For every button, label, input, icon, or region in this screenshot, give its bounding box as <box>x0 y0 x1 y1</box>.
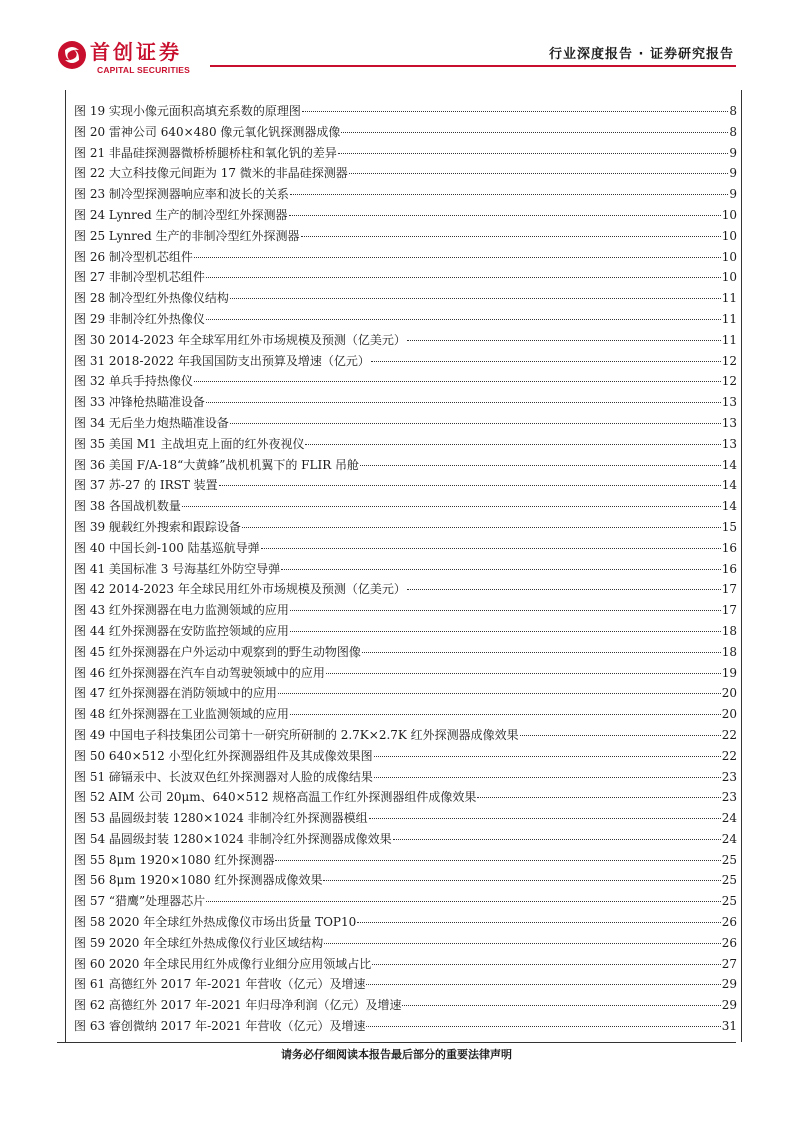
toc-dot-leader <box>360 465 721 466</box>
toc-entry-page: 11 <box>721 291 737 306</box>
toc-entry[interactable] <box>74 371 737 392</box>
toc-entry[interactable] <box>74 808 737 829</box>
toc-entry-label: 图 51 碲镉汞中、长波双色红外探测器对人脸的成像结果 <box>74 769 373 784</box>
toc-entry[interactable] <box>74 621 737 642</box>
brand-name-en: CAPITAL SECURITIES <box>97 65 191 75</box>
toc-dot-leader <box>182 506 721 507</box>
toc-dot-leader <box>371 361 721 362</box>
toc-entry[interactable] <box>74 663 737 684</box>
toc-entry[interactable] <box>74 309 737 330</box>
toc-dot-leader <box>326 673 721 674</box>
toc-entry[interactable] <box>74 600 737 621</box>
toc-entry[interactable] <box>74 891 737 912</box>
toc-dot-leader <box>366 984 720 985</box>
toc-entry-label: 图 63 睿创微纳 2017 年-2021 年营收（亿元）及增速 <box>74 1019 366 1034</box>
toc-entry[interactable] <box>74 267 737 288</box>
toc-entry-label: 图 39 舰载红外搜索和跟踪设备 <box>74 519 241 534</box>
toc-entry-page: 24 <box>721 831 737 846</box>
report-type-title: 行业深度报告 · 证券研究报告 <box>549 47 734 62</box>
toc-dot-leader <box>206 901 721 902</box>
toc-entry-label: 图 54 晶圆级封装 1280×1024 非制冷红外探测器成像效果 <box>74 831 392 846</box>
toc-dot-leader <box>301 236 721 237</box>
legal-disclaimer: 请务必仔细阅读本报告最后部分的重要法律声明 <box>281 1048 512 1061</box>
toc-entry-label: 图 29 非制冷红外热像仪 <box>74 311 205 326</box>
toc-entry[interactable] <box>74 704 737 725</box>
toc-dot-leader <box>372 964 720 965</box>
toc-dot-leader <box>290 610 721 611</box>
toc-entry[interactable] <box>74 143 737 164</box>
toc-entry[interactable] <box>74 683 737 704</box>
toc-entry-label: 图 61 高德红外 2017 年-2021 年营收（亿元）及增速 <box>74 977 366 992</box>
toc-dot-leader <box>206 277 721 278</box>
toc-entry-label: 图 42 2014-2023 年全球民用红外市场规模及预测（亿美元） <box>74 582 406 597</box>
toc-dot-leader <box>290 194 728 195</box>
toc-entry-page: 10 <box>721 228 737 243</box>
toc-dot-leader <box>278 693 721 694</box>
toc-entry[interactable] <box>74 642 737 663</box>
toc-entry[interactable] <box>74 725 737 746</box>
toc-entry-label: 图 35 美国 M1 主战坦克上面的红外夜视仪 <box>74 436 305 451</box>
toc-entry-page: 23 <box>721 790 737 805</box>
toc-entry-page: 22 <box>721 748 737 763</box>
toc-entry[interactable] <box>74 559 737 580</box>
toc-entry-label: 图 50 640×512 小型化红外探测器组件及其成像效果图 <box>74 748 373 763</box>
toc-entry-page: 18 <box>721 623 737 638</box>
toc-entry[interactable] <box>74 787 737 808</box>
toc-entry-page: 10 <box>721 249 737 264</box>
toc-entry-label: 图 52 AIM 公司 20μm、640×512 规格高温工作红外探测器组件成像效果 <box>74 790 477 805</box>
toc-entry-label: 图 37 苏-27 的 IRST 装置 <box>74 478 218 493</box>
toc-entry-page: 10 <box>721 207 737 222</box>
toc-dot-leader <box>290 714 721 715</box>
toc-entry[interactable] <box>74 746 737 767</box>
toc-entry-label: 图 48 红外探测器在工业监测领域的应用 <box>74 707 289 722</box>
toc-entry[interactable] <box>74 475 737 496</box>
toc-entry-page: 26 <box>721 915 737 930</box>
toc-entry-page: 25 <box>721 852 737 867</box>
toc-entry-label: 图 57 “猎鹰”处理器芯片 <box>74 894 206 909</box>
toc-entry-page: 26 <box>721 935 737 950</box>
toc-entry-page: 12 <box>721 374 737 389</box>
toc-entry[interactable] <box>74 226 737 247</box>
toc-dot-leader <box>369 818 721 819</box>
toc-entry-label: 图 56 8μm 1920×1080 红外探测器成像效果 <box>74 873 323 888</box>
toc-entry[interactable] <box>74 163 737 184</box>
toc-dot-leader <box>520 735 721 736</box>
toc-dot-leader <box>194 381 721 382</box>
toc-dot-leader <box>407 589 721 590</box>
toc-entry[interactable] <box>74 912 737 933</box>
toc-entry[interactable] <box>74 767 737 788</box>
toc-entry-label: 图 32 单兵手持热像仪 <box>74 374 193 389</box>
toc-entry-label: 图 40 中国长剑-100 陆基巡航导弹 <box>74 540 260 555</box>
toc-entry[interactable] <box>74 1016 737 1037</box>
brand-logo-icon <box>57 40 87 70</box>
toc-dot-leader <box>261 548 721 549</box>
toc-entry-page: 18 <box>721 644 737 659</box>
toc-dot-leader <box>324 943 720 944</box>
toc-entry-page: 12 <box>721 353 737 368</box>
toc-dot-leader <box>407 340 721 341</box>
toc-entry[interactable] <box>74 205 737 226</box>
toc-entry-page: 22 <box>721 727 737 742</box>
toc-entry-label: 图 19 实现小像元面积高填充系数的原理图 <box>74 104 301 118</box>
toc-entry-page: 17 <box>721 582 737 597</box>
toc-entry-label: 图 33 冲锋枪热瞄准设备 <box>74 395 205 410</box>
toc-entry[interactable] <box>74 995 737 1016</box>
toc-entry-page: 19 <box>721 665 737 680</box>
toc-entry-page: 11 <box>721 332 737 347</box>
toc-entry[interactable] <box>74 122 737 143</box>
toc-entry-label: 图 21 非晶硅探测器微桥桥腿桥柱和氧化钒的差异 <box>74 145 337 160</box>
toc-dot-leader <box>206 402 721 403</box>
toc-dot-leader <box>206 319 721 320</box>
toc-entry[interactable] <box>74 538 737 559</box>
toc-dot-leader <box>374 756 721 757</box>
toc-entry-label: 图 55 8μm 1920×1080 红外探测器 <box>74 852 275 867</box>
toc-entry[interactable] <box>74 954 737 975</box>
toc-entry-label: 图 44 红外探测器在安防监控领域的应用 <box>74 623 289 638</box>
toc-entry-label: 图 47 红外探测器在消防领域中的应用 <box>74 686 277 701</box>
toc-entry-page: 11 <box>721 311 737 326</box>
toc-entry-label: 图 34 无后坐力炮热瞄准设备 <box>74 415 229 430</box>
toc-entry[interactable] <box>74 434 737 455</box>
toc-entry-page: 23 <box>721 769 737 784</box>
toc-dot-leader <box>275 860 720 861</box>
toc-entry-label: 图 27 非制冷型机芯组件 <box>74 270 205 285</box>
toc-entry-label: 图 60 2020 年全球民用红外成像行业细分应用领域占比 <box>74 956 372 971</box>
toc-dot-leader <box>302 111 728 112</box>
toc-entry[interactable] <box>74 455 737 476</box>
header-divider <box>210 65 736 67</box>
toc-entry-page: 9 <box>729 145 737 160</box>
toc-entry-label: 图 36 美国 F/A-18“大黄蜂”战机机翼下的 FLIR 吊舱 <box>74 457 360 472</box>
toc-dot-leader <box>305 444 720 445</box>
toc-dot-leader <box>219 485 721 486</box>
toc-entry-page: 25 <box>721 894 737 909</box>
toc-entry-label: 图 26 制冷型机芯组件 <box>74 249 193 264</box>
toc-dot-leader <box>194 257 721 258</box>
toc-dot-leader <box>362 652 721 653</box>
toc-entry-label: 图 28 制冷型红外热像仪结构 <box>74 291 229 306</box>
toc-dot-leader <box>374 777 721 778</box>
toc-entry[interactable] <box>74 870 737 891</box>
toc-entry-page: 20 <box>721 707 737 722</box>
toc-entry[interactable] <box>74 184 737 205</box>
toc-entry[interactable] <box>74 330 737 351</box>
toc-entry[interactable] <box>74 579 737 600</box>
toc-entry-page: 24 <box>721 811 737 826</box>
toc-entry-label: 图 31 2018-2022 年我国国防支出预算及增速（亿元） <box>74 353 370 368</box>
toc-entry[interactable] <box>74 413 737 434</box>
footer-divider <box>57 1042 736 1043</box>
toc-entry-label: 图 49 中国电子科技集团公司第十一研究所研制的 2.7K×2.7K 红外探测器成像效果 <box>74 727 519 742</box>
toc-entry-page: 10 <box>721 270 737 285</box>
toc-entry-label: 图 23 制冷型探测器响应率和波长的关系 <box>74 187 289 202</box>
toc-entry-label: 图 20 雷神公司 640×480 像元氧化钒探测器成像 <box>74 124 341 139</box>
toc-entry[interactable] <box>74 933 737 954</box>
toc-entry[interactable] <box>74 850 737 871</box>
toc-entry-label: 图 45 红外探测器在户外运动中观察到的野生动物图像 <box>74 644 361 659</box>
toc-entry-page: 14 <box>721 457 737 472</box>
toc-entry-page: 9 <box>729 166 737 181</box>
toc-entry-label: 图 53 晶圆级封装 1280×1024 非制冷红外探测器模组 <box>74 811 368 826</box>
toc-dot-leader <box>290 631 721 632</box>
toc-entry-label: 图 24 Lynred 生产的制冷型红外探测器 <box>74 207 288 222</box>
toc-entry-page: 9 <box>729 187 737 202</box>
toc-entry-page: 27 <box>721 956 737 971</box>
toc-entry-label: 图 22 大立科技像元间距为 17 微米的非晶硅探测器 <box>74 166 348 181</box>
toc-entry[interactable] <box>74 829 737 850</box>
toc-dot-leader <box>349 173 729 174</box>
toc-dot-leader <box>230 298 721 299</box>
toc-entry[interactable] <box>74 247 737 268</box>
toc-dot-leader <box>357 922 720 923</box>
toc-entry-page: 17 <box>721 603 737 618</box>
toc-dot-leader <box>341 132 728 133</box>
toc-dot-leader <box>323 880 720 881</box>
toc-entry-label: 图 58 2020 年全球红外热成像仪市场出货量 TOP10 <box>74 915 357 930</box>
toc-entry-page: 31 <box>721 1019 737 1034</box>
toc-dot-leader <box>393 839 721 840</box>
toc-entry-page: 20 <box>721 686 737 701</box>
toc-dot-leader <box>338 153 728 154</box>
toc-entry-label: 图 25 Lynred 生产的非制冷型红外探测器 <box>74 228 300 243</box>
toc-dot-leader <box>281 569 721 570</box>
toc-entry[interactable] <box>74 974 737 995</box>
toc-entry-label: 图 62 高德红外 2017 年-2021 年归母净利润（亿元）及增速 <box>74 998 402 1013</box>
toc-entry[interactable] <box>74 351 737 372</box>
toc-entry-page: 15 <box>721 519 737 534</box>
toc-entry-page: 25 <box>721 873 737 888</box>
toc-entry-page: 16 <box>721 540 737 555</box>
toc-entry-page: 14 <box>721 478 737 493</box>
toc-entry[interactable] <box>74 517 737 538</box>
toc-entry-page: 8 <box>729 104 737 118</box>
figure-index-list <box>74 101 737 1037</box>
brand-name-cn: 首创证券 <box>90 40 182 64</box>
toc-dot-leader <box>402 1005 720 1006</box>
toc-entry-page: 8 <box>729 124 737 139</box>
toc-entry-page: 14 <box>721 499 737 514</box>
toc-entry[interactable] <box>74 288 737 309</box>
toc-entry-page: 13 <box>721 395 737 410</box>
toc-dot-leader <box>289 215 721 216</box>
toc-entry[interactable] <box>74 101 737 122</box>
toc-entry-label: 图 43 红外探测器在电力监测领域的应用 <box>74 603 289 618</box>
toc-entry-page: 29 <box>721 998 737 1013</box>
toc-entry-page: 29 <box>721 977 737 992</box>
toc-dot-leader <box>366 1026 720 1027</box>
toc-dot-leader <box>242 527 721 528</box>
toc-entry-page: 16 <box>721 561 737 576</box>
toc-entry-page: 13 <box>721 436 737 451</box>
toc-entry-label: 图 30 2014-2023 年全球军用红外市场规模及预测（亿美元） <box>74 332 406 347</box>
toc-entry[interactable] <box>74 496 737 517</box>
toc-entry[interactable] <box>74 392 737 413</box>
toc-dot-leader <box>477 797 720 798</box>
toc-entry-label: 图 46 红外探测器在汽车自动驾驶领域中的应用 <box>74 665 325 680</box>
toc-dot-leader <box>230 423 721 424</box>
toc-entry-label: 图 38 各国战机数量 <box>74 499 181 514</box>
toc-entry-label: 图 59 2020 年全球红外热成像仪行业区域结构 <box>74 935 324 950</box>
toc-entry-page: 13 <box>721 415 737 430</box>
toc-entry-label: 图 41 美国标准 3 号海基红外防空导弹 <box>74 561 281 576</box>
